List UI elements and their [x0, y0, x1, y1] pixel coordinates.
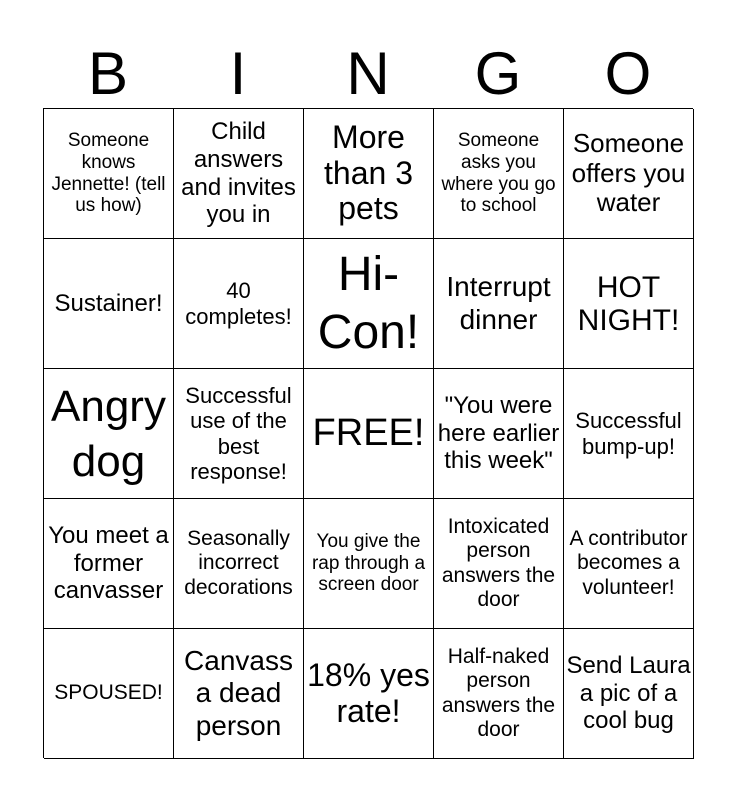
bingo-grid	[43, 108, 693, 758]
bingo-cell[interactable]: You meet a former canvasser	[44, 499, 174, 629]
bingo-cell[interactable]: 40 completes!	[174, 239, 304, 369]
title-letter-n: N	[346, 40, 390, 107]
title-letter-g: G	[474, 40, 522, 107]
bingo-cell-free-space[interactable]: FREE!	[304, 369, 434, 499]
bingo-cell[interactable]: "You were here earlier this week"	[434, 369, 564, 499]
bingo-cell[interactable]: Intoxicated person answers the door	[434, 499, 564, 629]
bingo-cell[interactable]: A contributor becomes a volunteer!	[564, 499, 694, 629]
bingo-cell[interactable]: Someone asks you where you go to school	[434, 109, 564, 239]
bingo-cell[interactable]: Seasonally incorrect decorations	[174, 499, 304, 629]
bingo-cell[interactable]: Canvass a dead person	[174, 629, 304, 759]
bingo-title	[43, 40, 693, 108]
bingo-cell[interactable]: Angry dog	[44, 369, 174, 499]
bingo-cell[interactable]: HOT NIGHT!	[564, 239, 694, 369]
bingo-cell[interactable]: You give the rap through a screen door	[304, 499, 434, 629]
bingo-cell[interactable]: Interrupt dinner	[434, 239, 564, 369]
bingo-cell[interactable]: Someone offers you water	[564, 109, 694, 239]
bingo-cell[interactable]: Send Laura a pic of a cool bug	[564, 629, 694, 759]
bingo-cell[interactable]: Successful bump-up!	[564, 369, 694, 499]
title-letter-i: I	[229, 40, 247, 107]
bingo-cell[interactable]: SPOUSED!	[44, 629, 174, 759]
bingo-cell[interactable]: Sustainer!	[44, 239, 174, 369]
bingo-cell[interactable]: Child answers and invites you in	[174, 109, 304, 239]
bingo-cell[interactable]: Successful use of the best response!	[174, 369, 304, 499]
bingo-cell[interactable]: Someone knows Jennette! (tell us how)	[44, 109, 174, 239]
bingo-cell[interactable]: More than 3 pets	[304, 109, 434, 239]
bingo-cell[interactable]: 18% yes rate!	[304, 629, 434, 759]
bingo-cell[interactable]: Hi-Con!	[304, 239, 434, 369]
title-letter-o: O	[604, 40, 652, 107]
bingo-cell[interactable]: Half-naked person answers the door	[434, 629, 564, 759]
title-letter-b: B	[87, 40, 129, 107]
